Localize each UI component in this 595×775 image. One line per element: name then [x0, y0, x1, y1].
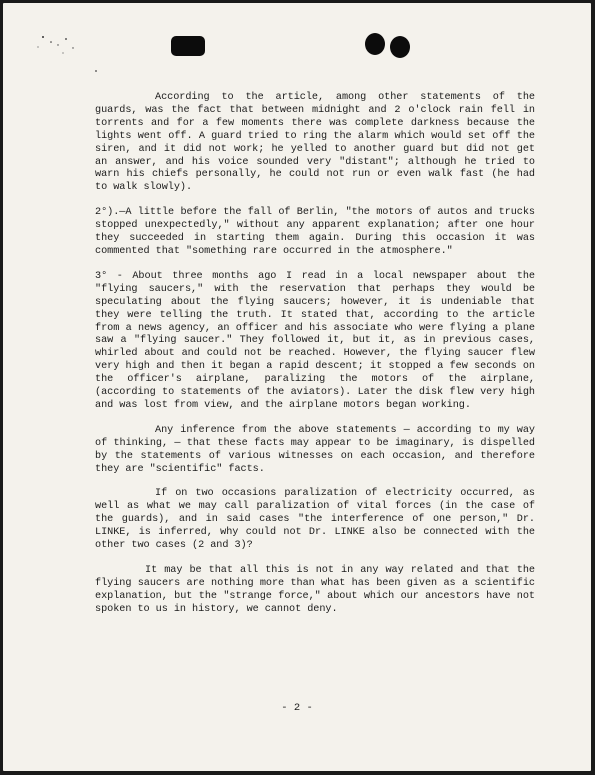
page-number: - 2 -	[281, 702, 313, 714]
punch-hole-center	[365, 33, 385, 55]
paragraph-conclusion: It may be that all this is not in any way related and that the flying saucers are nothing more than what has been given as a scientific explanation, but the "strange force," about which our ancestors have not spoken to us in history, we cannot deny.	[95, 565, 542, 615]
paragraph-point-2: 2°).—A little before the fall of Berlin, "the motors of autos and trucks stopped unexpectedly," without any apparent explanation; after one hour they succeeded in starting them again. During this occasion it was commented that "something rare occurred in the atmosphere."	[95, 207, 542, 257]
punch-hole-left	[171, 36, 205, 56]
body-text	[95, 92, 542, 629]
paragraph-paralization: If on two occasions paralization of electricity occurred, as well as what we may call paralization of vital forces (in the case of the guards), and in said cases "the interference of one person," Dr. LINKE, is inferred, why could not Dr. LINKE also be connected with the other two cases (2 and 3)?	[95, 488, 542, 552]
paragraph-inference: Any inference from the above statements — according to my way of thinking, — that these facts may appear to be imaginary, is dispelled by the statements of various witnesses on each occasion, and therefore they are "scientific" facts.	[95, 424, 542, 475]
paper-specks	[3, 3, 123, 83]
punch-hole-right	[390, 36, 410, 58]
paragraph-point-3: 3° - About three months ago I read in a local newspaper about the "flying saucers," with the reservation that perhaps they would be speculating about the flying saucers; however, it is undeniable that they were telling the truth. It stated that, according to the article from a news agency, an officer and his associate who were flying a plane saw a "flying saucer." They followed it, but it, as in previous cases, whirled about and could not be reached. However, the flying saucer flew very high and then it began a rapid descent; it stopped a few seconds on the officer's airplane, paralizing the motors of the airplane, (according to statements of the aviators). Later the disk flew very high and was lost from view, and the airplane motors began working.	[95, 270, 542, 411]
paragraph-guards: According to the article, among other statements of the guards, was the fact that between midnight and 2 o'clock rain fell in torrents and for a few moments there was complete darkness because the lights went off. A guard tried to ring the alarm which would set off the siren, and it did not work; he yelled to another guard but did not get an answer, and his voice sounded very "distant"; although he tried to warn his chiefs personally, he could not run or even walk fast (he had to walk slowly).	[95, 92, 542, 194]
document-page	[3, 3, 591, 771]
